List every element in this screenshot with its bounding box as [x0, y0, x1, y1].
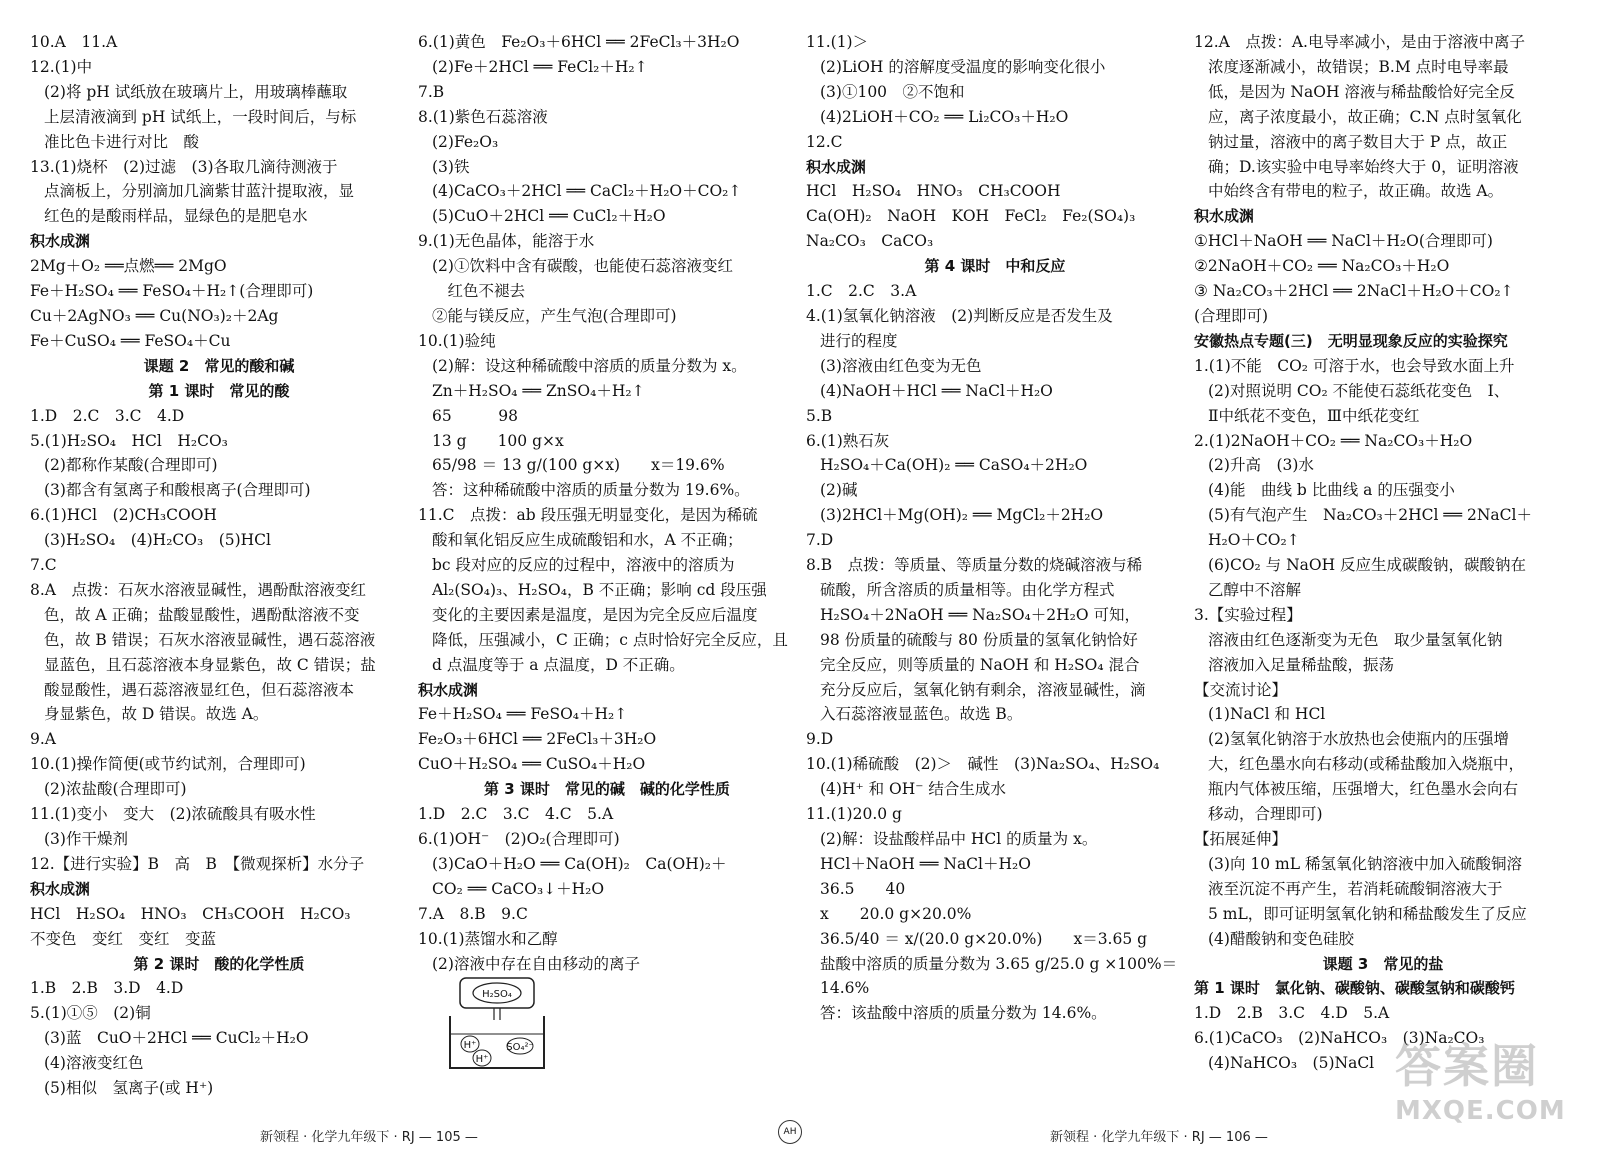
label-sulfate-ion: SO₄²⁻	[506, 1042, 534, 1054]
footer-page-105: 新领程 · 化学九年级下 · RJ — 105 —	[260, 1130, 478, 1145]
answer-line: (3)作干燥剂	[44, 830, 128, 848]
answer-line: 完全反应，则等质量的 NaOH 和 H₂SO₄ 混合	[820, 655, 1140, 674]
answer-line: Zn＋H₂SO₄ ══ ZnSO₄＋H₂↑	[432, 381, 645, 400]
answer-line: Al₂(SO₄)₃、H₂SO₄，B 不正确；影响 cd 段压强	[432, 580, 767, 599]
answer-line: 色，故 B 错误；石灰水溶液显碱性，遇石蕊溶液	[44, 630, 376, 649]
answer-line: 溶液由红色逐渐变为无色 取少量氢氧化钠	[1208, 630, 1503, 649]
answer-line: (4)能 曲线 b 比曲线 a 的压强变小	[1208, 481, 1455, 500]
answer-line: (6)CO₂ 与 NaOH 反应生成碳酸钠，碳酸钠在	[1208, 556, 1527, 575]
beaker-diagram	[442, 976, 796, 1072]
answer-line: (4)NaOH＋HCl ══ NaCl＋H₂O	[820, 381, 1053, 400]
answer-line: 12.【进行实验】B 高 B 【微观探析】水分子	[30, 854, 365, 873]
answer-line: 9.(1)无色晶体，能溶于水	[418, 232, 595, 251]
answer-line: 13 g 100 g×x	[432, 431, 564, 450]
label-h-ion-2: H⁺	[475, 1054, 489, 1066]
answer-line: 7.C	[30, 556, 57, 575]
answer-line: (3)①100 ②不饱和	[820, 82, 965, 101]
answer-line: 9.D	[806, 730, 834, 749]
answer-line: 硫酸，所含溶质的质量相等。由化学方程式	[820, 580, 1115, 599]
answer-line: 红色的是酸雨样品，显绿色的是肥皂水	[44, 207, 308, 226]
answer-line: 65 98	[432, 406, 518, 425]
answer-line: 【交流讨论】	[1194, 680, 1288, 699]
answer-line: 6.(1)熟石灰	[806, 431, 890, 450]
lesson-title: 课题 2 常见的酸和碱	[143, 356, 295, 375]
answer-line: 大，红色墨水向右移动(或稀盐酸加入烧瓶中，	[1208, 755, 1525, 774]
section-heading: 积水成渊	[30, 232, 91, 251]
answer-line: 中始终含有带电的粒子，故正确。故选 A。	[1208, 182, 1504, 201]
answer-line: 1.D 2.C 3.C 4.D	[30, 406, 185, 425]
watermark-line-2: MXQE.COM	[1395, 1096, 1566, 1126]
column-4	[1194, 30, 1572, 1076]
answer-line: 2.(1)2NaOH＋CO₂ ══ Na₂CO₃＋H₂O	[1194, 431, 1473, 450]
answer-line: 12.A 点拨：A.电导率减小，是由于溶液中离子	[1194, 33, 1525, 51]
answer-line: (2)Fe₂O₃	[432, 132, 499, 151]
answer-line: 进行的程度	[820, 331, 898, 350]
watermark-line-1: 答案圈	[1395, 1039, 1539, 1093]
answer-line: 98 份质量的硫酸与 80 份质量的氢氧化钠恰好	[820, 630, 1138, 649]
answer-line: (3)CaO＋H₂O ══ Ca(OH)₂ Ca(OH)₂＋	[432, 854, 727, 873]
answer-line: 12.(1)中	[30, 57, 93, 76]
answer-line: 上层清液滴到 pH 试纸上，一段时间后，与标	[44, 107, 357, 126]
answer-line: HCl H₂SO₄ HNO₃ CH₃COOH	[806, 182, 1061, 201]
answer-line: (2)碱	[820, 481, 858, 500]
answer-line: CuO＋H₂SO₄ ══ CuSO₄＋H₂O	[418, 755, 646, 774]
answer-line: 色，故 A 正确；盐酸显酸性，遇酚酞溶液不变	[44, 605, 360, 624]
footer-page-106: 新领程 · 化学九年级下 · RJ — 106 —	[1050, 1130, 1268, 1145]
answer-line: H₂SO₄＋2NaOH ══ Na₂SO₄＋2H₂O 可知，	[820, 605, 1140, 624]
answer-line: 准比色卡进行对比 酸	[44, 132, 200, 151]
answer-line: 身显紫色，故 D 错误。故选 A。	[44, 705, 269, 724]
answer-line: (4)H⁺ 和 OH⁻ 结合生成水	[820, 780, 1006, 799]
answer-line: ②能与镁反应，产生气泡(合理即可)	[432, 306, 677, 325]
answer-line: Fe₂O₃＋6HCl ══ 2FeCl₃＋3H₂O	[418, 730, 657, 749]
answer-line: 3.【实验过程】	[1194, 605, 1302, 624]
answer-line: (3)铁	[432, 157, 470, 176]
answer-line: (4)2LiOH＋CO₂ ══ Li₂CO₃＋H₂O	[820, 107, 1069, 126]
answer-line: (2)都称作某酸(合理即可)	[44, 456, 218, 475]
answer-line: 1.B 2.B 3.D 4.D	[30, 979, 184, 998]
label-h-ion-1: H⁺	[463, 1040, 477, 1052]
answer-line: 10.(1)操作简便(或节约试剂，合理即可)	[30, 755, 306, 774]
answer-line: 36.5/40 ＝ x/(20.0 g×20.0%) x＝3.65 g	[820, 929, 1148, 948]
answer-line: 1.D 2.C 3.C 4.C 5.A	[418, 805, 614, 824]
answer-line: Ⅱ中纸花不变色，Ⅲ中纸花变红	[1208, 406, 1420, 425]
answer-line: 5.(1)①⑤ (2)铜	[30, 1004, 151, 1023]
section-heading: 积水成渊	[30, 879, 91, 898]
answer-line: x 20.0 g×20.0%	[820, 904, 972, 923]
answer-line: (3)溶液由红色变为无色	[820, 356, 982, 375]
answer-line: 点滴板上，分别滴加几滴紫甘蓝汁提取液，显	[44, 182, 355, 201]
answer-line: 充分反应后，氢氧化钠有剩余，溶液显碱性，滴	[820, 680, 1146, 699]
answer-line: ①HCl＋NaOH ══ NaCl＋H₂O(合理即可)	[1194, 232, 1493, 251]
answer-line: ②2NaOH＋CO₂ ══ Na₂CO₃＋H₂O	[1194, 257, 1450, 276]
answer-line: 浓度逐渐减小，故错误；B.M 点时电导率最	[1208, 57, 1509, 76]
column-3	[806, 30, 1184, 1026]
answer-line: Cu＋2AgNO₃ ══ Cu(NO₃)₂＋2Ag	[30, 306, 279, 325]
answer-line: 10.A 11.A	[30, 33, 118, 51]
answer-line: 6.(1)OH⁻ (2)O₂(合理即可)	[418, 830, 620, 848]
section-heading: 积水成渊	[806, 157, 867, 176]
answer-line: 7.B	[418, 82, 445, 101]
beaker-svg	[442, 976, 552, 1072]
answer-line: Ca(OH)₂ NaOH KOH FeCl₂ Fe₂(SO₄)₃	[806, 207, 1136, 226]
answer-line: Fe＋H₂SO₄ ══ FeSO₄＋H₂↑(合理即可)	[30, 282, 314, 301]
lesson-title: 课题 3 常见的盐	[1322, 954, 1444, 973]
answer-line: 应，离子浓度最小，故正确；C.N 点时氢氧化	[1208, 107, 1522, 126]
answer-line: CO₂ ══ CaCO₃↓＋H₂O	[432, 879, 605, 898]
answer-line: 6.(1)黄色 Fe₂O₃＋6HCl ══ 2FeCl₃＋3H₂O	[418, 33, 740, 51]
answer-line: (3)2HCl＋Mg(OH)₂ ══ MgCl₂＋2H₂O	[820, 506, 1104, 525]
answer-line: (5)相似 氢离子(或 H⁺)	[44, 1079, 214, 1098]
answer-line: 6.(1)CaCO₃ (2)NaHCO₃ (3)Na₂CO₃	[1194, 1029, 1485, 1048]
section-heading: 积水成渊	[418, 680, 479, 699]
answer-line: (2)氢氧化钠溶于水放热也会使瓶内的压强增	[1208, 730, 1509, 749]
answer-line: 盐酸中溶质的质量分数为 3.65 g/25.0 g ×100%＝	[820, 954, 1178, 973]
answer-line: 降低，压强减小，C 正确；c 点时恰好完全反应，且	[432, 630, 788, 649]
answer-line: 答：这种稀硫酸中溶质的质量分数为 19.6%。	[432, 481, 750, 500]
answer-line: Fe＋CuSO₄ ══ FeSO₄＋Cu	[30, 331, 231, 350]
lesson-title: 第 2 课时 酸的化学性质	[133, 954, 305, 973]
answer-line: 2Mg＋O₂ ══点燃══ 2MgO	[30, 257, 227, 276]
answer-line: 11.C 点拨：ab 段压强无明显变化，是因为稀硫	[418, 506, 758, 525]
answer-line: 显蓝色，且石蕊溶液本身显紫色，故 C 错误；盐	[44, 655, 376, 674]
answer-line: 6.(1)HCl (2)CH₃COOH	[30, 506, 217, 525]
answer-line: 溶液加入足量稀盐酸，振荡	[1208, 655, 1395, 674]
section-heading: 积水成渊	[1194, 207, 1255, 226]
answer-line: 12.C	[806, 132, 843, 151]
answer-line: (3)向 10 mL 稀氢氧化钠溶液中加入硫酸铜溶	[1208, 854, 1522, 873]
answer-line: HCl H₂SO₄ HNO₃ CH₃COOH H₂CO₃	[30, 904, 351, 923]
answer-line: H₂SO₄＋Ca(OH)₂ ══ CaSO₄＋2H₂O	[820, 456, 1088, 475]
answer-line: (5)有气泡产生 Na₂CO₃＋2HCl ══ 2NaCl＋	[1208, 506, 1532, 525]
answer-line: 瓶内气体被压缩，压强增大，红色墨水会向右	[1208, 780, 1519, 799]
answer-line: (3)蓝 CuO＋2HCl ══ CuCl₂＋H₂O	[44, 1029, 309, 1048]
answer-line: (4)醋酸钠和变色硅胶	[1208, 929, 1354, 948]
answer-line: 乙醇中不溶解	[1208, 580, 1302, 599]
lesson-title: 第 4 课时 中和反应	[924, 257, 1066, 276]
answer-line: 1.C 2.C 3.A	[806, 282, 917, 301]
lesson-title: 第 1 课时 常见的酸	[148, 381, 290, 400]
answer-line: 1.(1)不能 CO₂ 可溶于水，也会导致水面上升	[1194, 356, 1515, 375]
answer-line: 答：该盐酸中溶质的质量分数为 14.6%。	[820, 1004, 1107, 1023]
answer-line: 7.D	[806, 531, 834, 550]
answer-line: 8.B 点拨：等质量、等质量分数的烧碱溶液与稀	[806, 556, 1143, 575]
answer-line: 酸显酸性，遇石蕊溶液显红色，但石蕊溶液本	[44, 680, 355, 699]
answer-line: (2)浓盐酸(合理即可)	[44, 780, 187, 799]
answer-line: Na₂CO₃ CaCO₃	[806, 232, 934, 251]
answer-line: bc 段对应的反应的过程中，溶液中的溶质为	[432, 556, 735, 575]
answer-line: ③ Na₂CO₃＋2HCl ══ 2NaCl＋H₂O＋CO₂↑	[1194, 282, 1514, 301]
answer-line: (3)都含有氢离子和酸根离子(合理即可)	[44, 481, 311, 500]
answer-line: (2)解：设盐酸样品中 HCl 的质量为 x。	[820, 830, 1098, 848]
answer-line: 液至沉淀不再产生，若消耗硫酸铜溶液大于	[1208, 879, 1503, 898]
answer-line: (2)LiOH 的溶解度受温度的影响变化很小	[820, 57, 1106, 76]
answer-line: 11.(1)＞	[806, 33, 869, 51]
answer-line: (2)Fe＋2HCl ══ FeCl₂＋H₂↑	[432, 57, 648, 76]
answer-line: 变化的主要因素是温度，是因为完全反应后温度	[432, 605, 758, 624]
answer-line: 8.A 点拨：石灰水溶液显碱性，遇酚酞溶液变红	[30, 580, 366, 599]
answer-line: 钠过量，溶液中的离子数目大于 P 点，故正	[1208, 132, 1508, 151]
answer-line: (2)升高 (3)水	[1208, 456, 1314, 475]
answer-line: 低，是因为 NaOH 溶液与稀盐酸恰好完全反	[1208, 82, 1515, 101]
answer-line: 5.(1)H₂SO₄ HCl H₂CO₃	[30, 431, 228, 450]
answer-line: H₂O＋CO₂↑	[1208, 531, 1300, 550]
lesson-title: 第 3 课时 常见的碱 碱的化学性质	[484, 780, 730, 799]
answer-line: 36.5 40	[820, 879, 906, 898]
answer-line: 8.(1)紫色石蕊溶液	[418, 107, 548, 126]
answer-line: 10.(1)验纯	[418, 331, 496, 350]
answer-line: 酸和氧化铝反应生成硫酸铝和水，A 不正确；	[432, 531, 743, 550]
answer-line: (4)NaHCO₃ (5)NaCl	[1208, 1054, 1375, 1073]
answer-line: 11.(1)20.0 g	[806, 805, 902, 824]
answer-line: 5.B	[806, 406, 833, 425]
answer-line: (5)CuO＋2HCl ══ CuCl₂＋H₂O	[432, 207, 666, 226]
answer-line: 10.(1)蒸馏水和乙醇	[418, 929, 558, 948]
answer-line: (2)对照说明 CO₂ 不能使石蕊纸花变色 Ⅰ、	[1208, 381, 1510, 400]
answer-line: 4.(1)氢氧化钠溶液 (2)判断反应是否发生及	[806, 306, 1113, 325]
answer-line: 14.6%	[820, 979, 870, 998]
answer-line: 10.(1)稀硫酸 (2)＞ 碱性 (3)Na₂SO₄、H₂SO₄	[806, 755, 1160, 774]
column-2	[418, 30, 796, 1072]
answer-line: (4)溶液变红色	[44, 1054, 144, 1073]
answer-line: 红色不褪去	[432, 282, 526, 301]
answer-line: d 点温度等于 a 点温度，D 不正确。	[432, 655, 685, 674]
answer-line: Fe＋H₂SO₄ ══ FeSO₄＋H₂↑	[418, 705, 628, 724]
answer-line: 7.A 8.B 9.C	[418, 904, 528, 923]
answer-line: (4)CaCO₃＋2HCl ══ CaCl₂＋H₂O＋CO₂↑	[432, 182, 742, 201]
watermark-logo	[1395, 1030, 1585, 1140]
label-h2so4: H₂SO₄	[482, 989, 512, 1001]
answer-line: (1)NaCl 和 HCl	[1208, 705, 1326, 724]
answer-line: (2)①饮料中含有碳酸，也能使石蕊溶液变红	[432, 257, 733, 276]
answer-line: HCl＋NaOH ══ NaCl＋H₂O	[820, 854, 1031, 873]
answer-line: (合理即可)	[1194, 306, 1269, 325]
answer-line: 1.D 2.B 3.C 4.D 5.A	[1194, 1004, 1390, 1023]
answer-line: 不变色 变红 变红 变蓝	[30, 929, 217, 948]
answer-line: 5 mL，即可证明氢氧化钠和稀盐酸发生了反应	[1208, 904, 1527, 923]
dropper-tip	[494, 1008, 500, 1020]
answer-line: 移动，合理即可)	[1208, 805, 1323, 824]
answer-line: 65/98 ＝ 13 g/(100 g×x) x＝19.6%	[432, 456, 725, 475]
column-1	[30, 30, 408, 1101]
answer-line: 13.(1)烧杯 (2)过滤 (3)各取几滴待测液于	[30, 157, 338, 176]
section-heading: 第 1 课时 氯化钠、碳酸钠、碳酸氢钠和碳酸钙	[1194, 979, 1515, 998]
publisher-logo-icon: AH	[778, 1120, 802, 1144]
answer-line: (2)解：设这种稀硫酸中溶质的质量分数为 x。	[432, 356, 747, 375]
answer-line: 9.A	[30, 730, 56, 749]
answer-line: 11.(1)变小 变大 (2)浓硫酸具有吸水性	[30, 805, 316, 824]
section-heading: 安徽热点专题(三) 无明显现象反应的实验探究	[1194, 331, 1508, 350]
answer-line: (2)溶液中存在自由移动的离子	[432, 954, 640, 973]
answer-line: (3)H₂SO₄ (4)H₂CO₃ (5)HCl	[44, 531, 271, 550]
answer-line: (2)将 pH 试纸放在玻璃片上，用玻璃棒蘸取	[44, 82, 348, 101]
answer-line: 【拓展延伸】	[1194, 830, 1288, 848]
answer-line: 确；D.该实验中电导率始终大于 0，证明溶液	[1208, 157, 1519, 176]
answer-line: 入石蕊溶液显蓝色。故选 B。	[820, 705, 1023, 724]
